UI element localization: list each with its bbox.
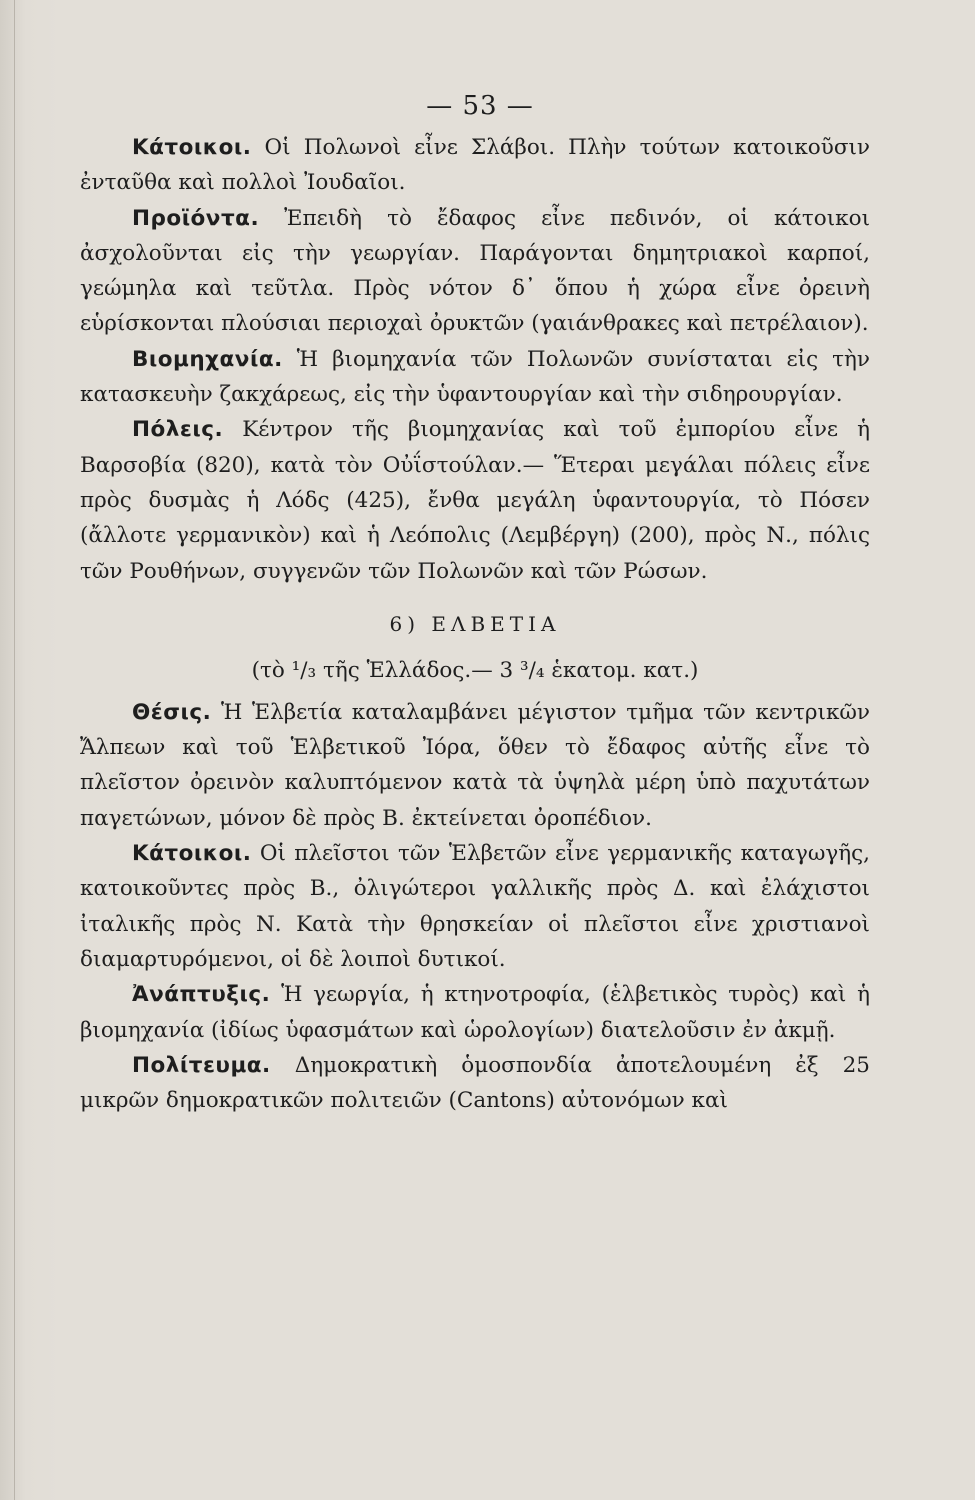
paragraph-thesis — [80, 695, 870, 836]
text-block-after — [80, 695, 870, 1119]
paragraph-text: Κέντρον τῆς βιομηχανίας καὶ τοῦ ἐμπορίου εἶνε ἡ Βαρσοβία (820), κατὰ τὸν Οὐΐστούλαν.— Ἕτεραι μεγάλαι πόλεις εἶνε πρὸς δυσμὰς ἡ Λόδς (425), ἔνθα μεγάλη ὑφαντουργία, τὸ Πόσεν (ἄλλοτε γερμανικὸν) καὶ ἡ Λεόπολις (Λεμβέργη) (200), πρὸς Ν., πόλις τῶν Ρουθήνων, συγγενῶν τῶν Πολωνῶν καὶ τῶν Ρώσων. — [80, 417, 870, 584]
paragraph-heading: Κάτοικοι. — [132, 135, 252, 160]
page-number: — 53 — — [426, 91, 534, 121]
paragraph-proionta — [80, 201, 870, 342]
paragraph-katoikoi-switzerland — [80, 836, 870, 977]
text-block-before — [80, 130, 870, 589]
paragraph-heading: Πολίτευμα. — [132, 1052, 271, 1078]
paragraph-text: Ἡ γεωργία, ἡ κτηνοτροφία, (ἑλβετικὸς τυρὸς) καὶ ἡ βιομηχανία (ἰδίως ὑφασμάτων καὶ ὡρολογίων) διατελοῦσιν ἐν ἀκμῇ. — [80, 982, 871, 1043]
paragraph-heading: Πόλεις. — [132, 417, 224, 443]
paragraph-politeuma — [80, 1048, 870, 1119]
page-content — [80, 82, 870, 1118]
paragraph-text: Οἱ πλεῖστοι τῶν Ἑλβετῶν εἶνε γερμανικῆς καταγωγῆς, κατοικοῦντες πρὸς Β., ὀλιγώτεροι γαλλικῆς πρὸς Δ. καὶ ἐλάχιστοι ἰταλικῆς πρὸς Ν. Κατὰ τὴν θρησκείαν οἱ πλεῖστοι εἶνε χριστιανοὶ διαμαρτυρόμενοι, οἱ δὲ λοιποὶ δυτικοί. — [80, 841, 870, 972]
paragraph-poleis — [80, 412, 870, 588]
paragraph-heading: Βιομηχανία. — [132, 346, 283, 372]
paragraph-heading: Προϊόντα. — [132, 205, 260, 231]
paragraph-heading: Ἀνάπτυξις. — [132, 982, 271, 1008]
section-area: (τὸ ¹/₃ τῆς Ἑλλάδος.— 3 ³/₄ ἑκατομ. κατ.) — [251, 657, 699, 683]
page-binding-edge — [14, 0, 15, 1500]
paragraph-heading: Κάτοικοι. — [132, 841, 252, 867]
paragraph-heading: Θέσις. — [132, 699, 212, 725]
paragraph-text: Ἐπειδὴ τὸ ἔδαφος εἶνε πεδινόν, οἱ κάτοικοι ἀσχολοῦνται εἰς τὴν γεωργίαν. Παράγονται δημητριακοὶ καρποί, γεώμηλα καὶ τεῦτλα. Πρὸς νότον δ᾽ ὅπου ἡ χώρα εἶνε ὀρεινὴ εὑρίσκονται πλούσιαι περιοχαὶ ὀρυκτῶν (γαιάνθρακες καὶ πετρέλαιον). — [80, 205, 870, 337]
paragraph-viomichania — [80, 342, 870, 413]
paragraph-anaptyxis — [80, 977, 870, 1048]
paragraph-text: Ἡ βιομηχανία τῶν Πολωνῶν συνίσταται εἰς τὴν κατασκευὴν ζακχάρεως, εἰς τὴν ὑφαντουργίαν καὶ τὴν σιδηρουργίαν. — [80, 346, 871, 408]
paragraph-text: Οἱ Πολωνοὶ εἶνε Σλάβοι. Πλὴν τούτων κατοικοῦσιν ἐνταῦθα καὶ πολλοὶ Ἰουδαῖοι. — [80, 135, 871, 196]
paragraph-text: Δημοκρατικὴ ὁμοσπονδία ἀποτελουμένη ἐξ 25 μικρῶν δημοκρατικῶν πολιτειῶν (Cantons) αὐτονόμων καὶ — [80, 1052, 870, 1114]
paragraph-text: Ἡ Ἑλβετία καταλαμβάνει μέγιστον τμῆμα τῶν κεντρικῶν Ἄλπεων καὶ τοῦ Ἑλβετικοῦ Ἰόρα, ὅθεν τὸ ἔδαφος αὐτῆς εἶνε τὸ πλεῖστον ὀρεινὸν καλυπτόμενον κατὰ τὰ ὑψηλὰ μέρη ὑπὸ παχυτάτων παγετώνων, μόνον δὲ πρὸς Β. ἐκτείνεται ὀροπέδιον. — [80, 699, 870, 831]
paragraph-katoikoi-poland — [80, 130, 870, 201]
section-title: 6) ΕΛΒΕΤΙΑ — [389, 611, 561, 636]
